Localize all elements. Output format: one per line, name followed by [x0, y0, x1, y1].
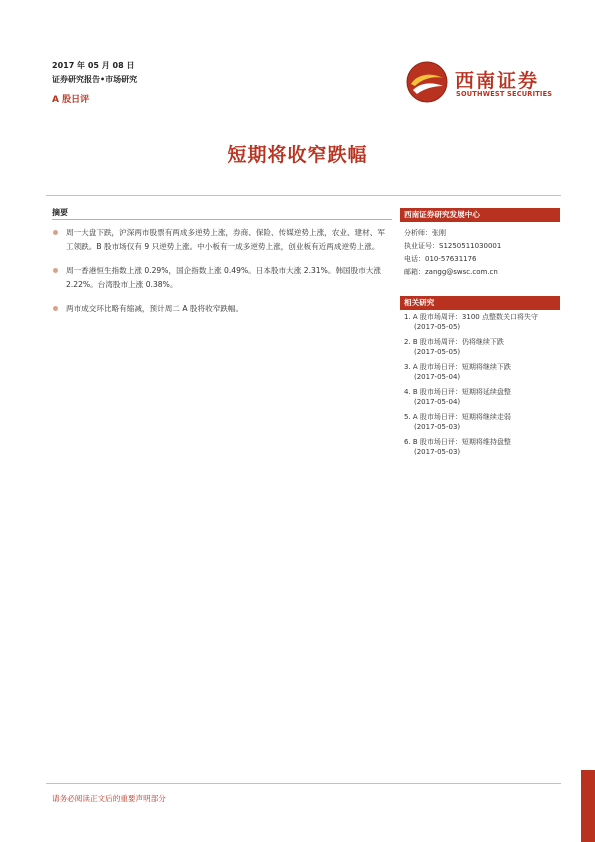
- bullet-dot-icon: [53, 230, 58, 235]
- email-value[interactable]: zangg@swsc.com.cn: [425, 268, 498, 276]
- research-item[interactable]: [404, 312, 560, 332]
- summary-bullet-text: 两市成交环比略有缩减，预计周二 A 股将收窄跌幅。: [66, 304, 244, 313]
- phone-value: 010-57631176: [425, 255, 477, 263]
- research-item-title: 3. A 股市场日评：短期将继续下跌: [404, 363, 511, 371]
- research-item-date: (2017-05-03): [414, 423, 461, 431]
- license-label: 执业证号：: [404, 242, 439, 250]
- research-item-title: 6. B 股市场日评：短期将维持盘整: [404, 438, 511, 446]
- report-category: A 股日评: [52, 95, 90, 105]
- logo-name-en: SOUTHWEST SECURITIES: [456, 90, 553, 98]
- research-item-date: (2017-05-04): [414, 373, 461, 381]
- analyst-name: 张刚: [432, 229, 446, 237]
- research-item-date: (2017-05-05): [414, 323, 461, 331]
- summary-bullet-text: 周一香港恒生指数上涨 0.29%，国企指数上涨 0.49%。日本股市大涨 2.31%。韩国股市大涨 2.22%。台湾股市上涨 0.38%。: [66, 266, 382, 289]
- email-row: [404, 266, 560, 279]
- license-value: S1250511030001: [439, 242, 502, 250]
- research-item-date: (2017-05-04): [414, 398, 461, 406]
- research-item-title: 1. A 股市场周评：3100 点整数关口将失守: [404, 313, 538, 321]
- report-date: 2017 年 05 月 08 日: [52, 61, 135, 70]
- research-item[interactable]: [404, 337, 560, 357]
- research-item-title: 2. B 股市场周评：仍将继续下跌: [404, 338, 504, 346]
- summary-heading: 摘要: [52, 208, 68, 217]
- summary-bullet: [52, 302, 392, 316]
- bullet-dot-icon: [53, 306, 58, 311]
- summary-bullet: [52, 226, 392, 254]
- research-item[interactable]: [404, 437, 560, 457]
- report-title: 短期将收窄跌幅: [227, 144, 368, 166]
- license-row: [404, 240, 560, 253]
- phone-label: 电话：: [404, 255, 425, 263]
- logo-name-cn: 西南证券: [455, 70, 540, 92]
- disclaimer-note: 请务必阅读正文后的重要声明部分: [52, 794, 166, 803]
- research-item[interactable]: [404, 387, 560, 407]
- research-item-date: (2017-05-03): [414, 448, 461, 456]
- analyst-label: 分析师：: [404, 229, 432, 237]
- summary-bullets: [52, 226, 392, 326]
- research-item-title: 4. B 股市场日评：短期将延续盘整: [404, 388, 511, 396]
- related-research-heading: 相关研究: [400, 296, 560, 310]
- email-label: 邮箱：: [404, 268, 425, 276]
- research-center-heading: 西南证券研究发展中心: [400, 208, 560, 222]
- related-research-list: [404, 312, 560, 462]
- report-type: 证券研究报告•市场研究: [52, 75, 138, 84]
- research-item-title: 5. A 股市场日评：短期将继续走弱: [404, 413, 511, 421]
- research-item[interactable]: [404, 362, 560, 382]
- analyst-info: [404, 227, 560, 279]
- summary-bullet: [52, 264, 392, 292]
- sidebar: [400, 0, 560, 842]
- research-item[interactable]: [404, 412, 560, 432]
- analyst-row: [404, 227, 560, 240]
- summary-bullet-text: 周一大盘下跌，沪深两市股票有两成多逆势上涨，券商、保险、传媒逆势上涨，农业、建材、军工领跌。B 股市场仅有 9 只逆势上涨。中小板有一成多逆势上涨，创业板有近两成逆势上涨。: [66, 228, 385, 251]
- bullet-dot-icon: [53, 268, 58, 273]
- phone-row: [404, 253, 560, 266]
- summary-divider: [52, 219, 392, 220]
- brand-side-bar: [581, 770, 595, 842]
- research-item-date: (2017-05-05): [414, 348, 461, 356]
- footer-divider: [46, 783, 561, 784]
